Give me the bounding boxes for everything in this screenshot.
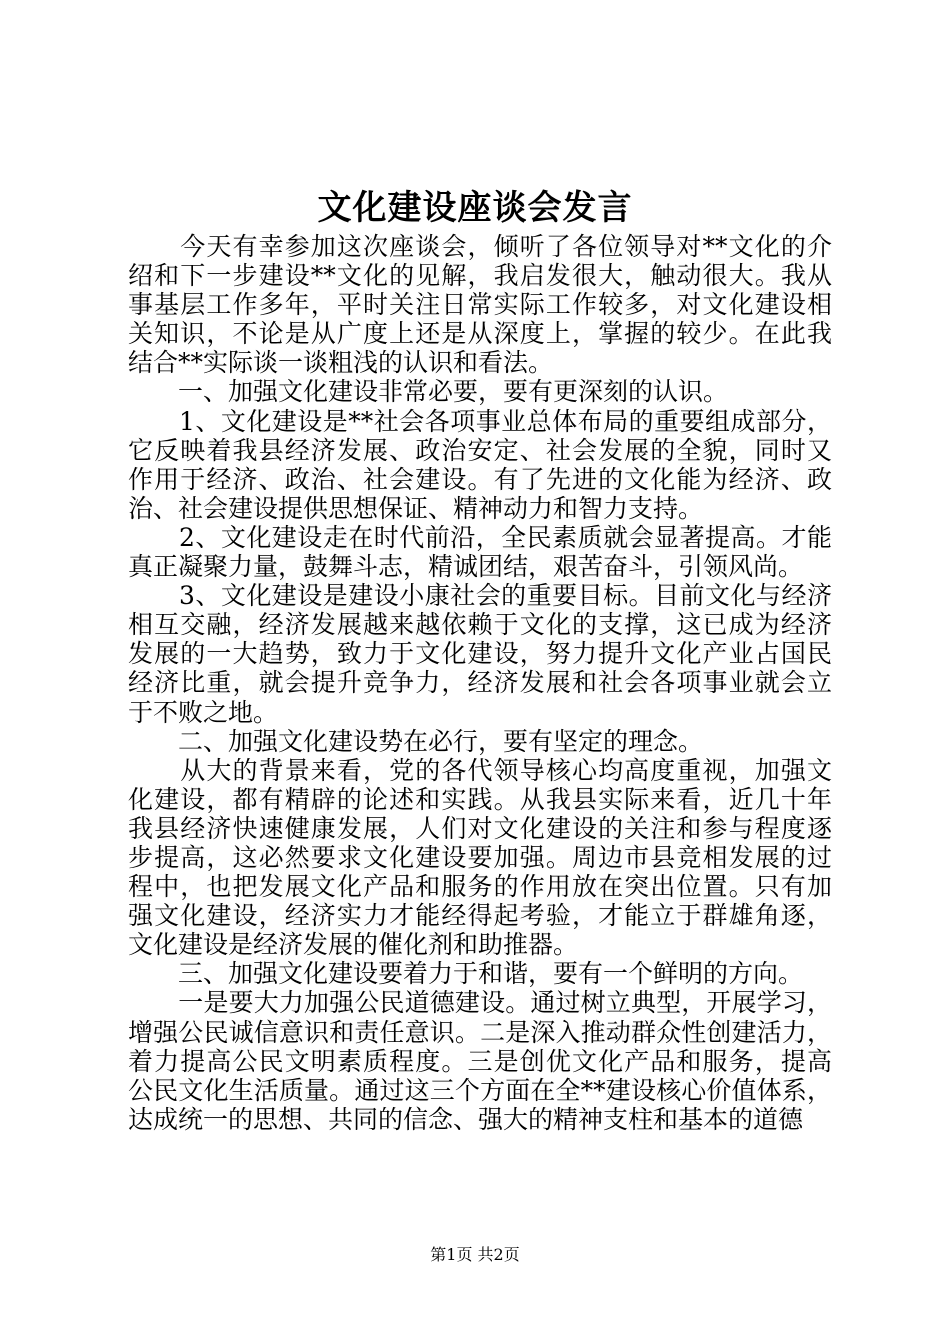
text-line: 强文化建设，经济实力才能经得起考验，才能立于群雄角逐，: [128, 901, 832, 931]
text-line: 二、加强文化建设势在必行，要有坚定的理念。: [128, 726, 704, 756]
text-line: 着力提高公民文明素质程度。三是创优文化产品和服务，提高: [128, 1046, 832, 1076]
text-line: 2、文化建设走在时代前沿，全民素质就会显著提高。才能: [128, 522, 832, 552]
text-line: 真正凝聚力量，鼓舞斗志，精诚团结，艰苦奋斗，引领风尚。: [128, 552, 804, 582]
page-footer: 第1页 共2页: [430, 1245, 520, 1264]
text-line: 3、文化建设是建设小康社会的重要目标。目前文化与经济: [128, 581, 832, 611]
text-line: 一是要大力加强公民道德建设。通过树立典型，开展学习，: [128, 988, 832, 1018]
text-line: 事基层工作多年，平时关注日常实际工作较多，对文化建设相: [128, 290, 832, 320]
text-line: 经济比重，就会提升竞争力，经济发展和社会各项事业就会立: [128, 668, 832, 698]
text-line: 于不败之地。: [128, 697, 279, 727]
document-body: [128, 232, 832, 1134]
text-line: 文化建设是经济发展的催化剂和助推器。: [128, 930, 579, 960]
page-title: 文化建设座谈会发言: [317, 188, 633, 228]
text-line: 它反映着我县经济发展、政治安定、社会发展的全貌，同时又: [128, 435, 832, 465]
text-line: 结合**实际谈一谈粗浅的认识和看法。: [128, 348, 554, 378]
text-line: 增强公民诚信意识和责任意识。二是深入推动群众性创建活力，: [128, 1017, 832, 1047]
text-line: 相互交融，经济发展越来越依赖于文化的支撑，这已成为经济: [128, 610, 832, 640]
text-line: 绍和下一步建设**文化的见解，我启发很大，触动很大。我从: [128, 261, 832, 291]
text-line: 化建设，都有精辟的论述和实践。从我县实际来看，近几十年: [128, 784, 832, 814]
text-line: 关知识，不论是从广度上还是从深度上，掌握的较少。在此我: [128, 319, 832, 349]
text-line: 公民文化生活质量。通过这三个方面在全**建设核心价值体系，: [128, 1075, 832, 1105]
text-line: 达成统一的思想、共同的信念、强大的精神支柱和基本的道德: [128, 1104, 804, 1134]
text-line: 今天有幸参加这次座谈会，倾听了各位领导对**文化的介: [128, 232, 832, 261]
text-line: 发展的一大趋势，致力于文化建设，努力提升文化产业占国民: [128, 639, 832, 669]
text-line: 1、文化建设是**社会各项事业总体布局的重要组成部分，: [128, 406, 832, 436]
text-line: 三、加强文化建设要着力于和谐，要有一个鲜明的方向。: [128, 959, 804, 989]
text-line: 步提高，这必然要求文化建设要加强。周边市县竞相发展的过: [128, 842, 832, 872]
text-line: 我县经济快速健康发展，人们对文化建设的关注和参与程度逐: [128, 813, 832, 843]
text-line: 一、加强文化建设非常必要，要有更深刻的认识。: [128, 377, 729, 407]
text-line: 程中，也把发展文化产品和服务的作用放在突出位置。只有加: [128, 872, 832, 902]
text-line: 作用于经济、政治、社会建设。有了先进的文化能为经济、政: [128, 464, 832, 494]
text-line: 治、社会建设提供思想保证、精神动力和智力支持。: [128, 493, 704, 523]
text-line: 从大的背景来看，党的各代领导核心均高度重视，加强文: [128, 755, 832, 785]
